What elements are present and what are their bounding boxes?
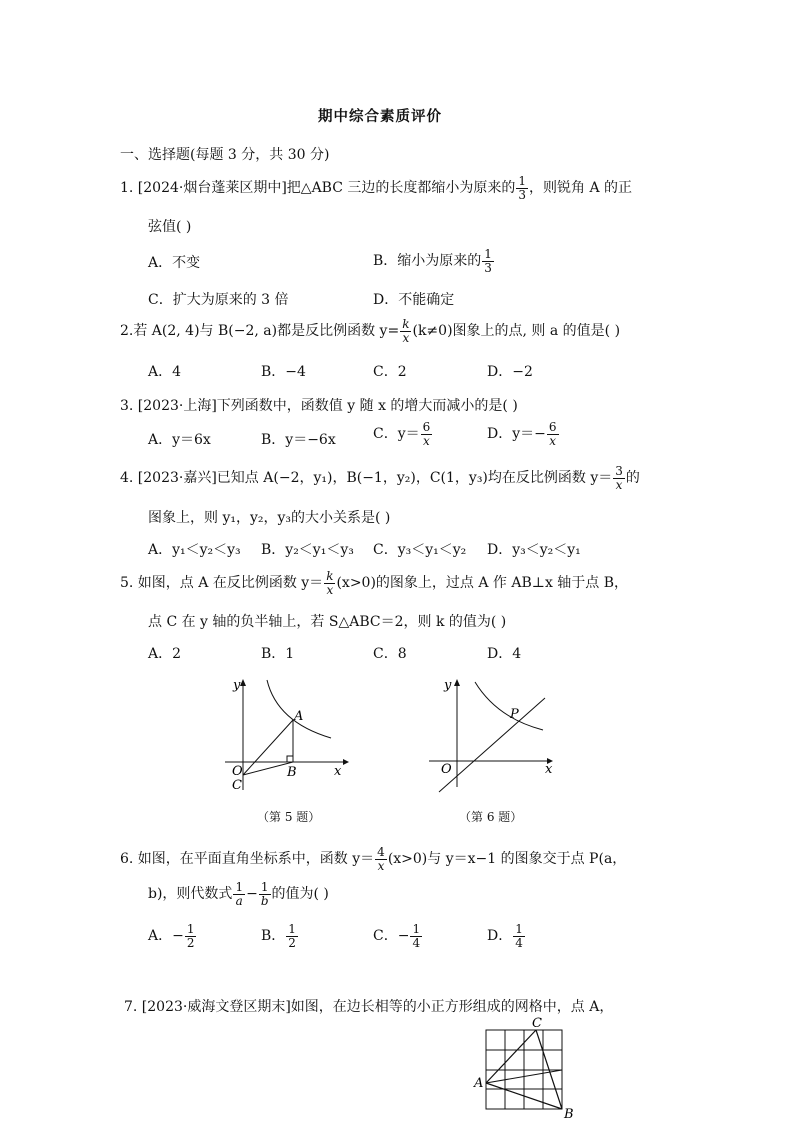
q4-option-b: B．y₂＜y₁＜y₃ — [261, 542, 354, 558]
question-2: 2.若 A(2, 4)与 B(−2, a)都是反比例函数 y= $\frac{k}{x}$ (k≠0)图象上的点, 则 a 的值是( ) — [120, 317, 621, 345]
section-heading: 一、选择题(每题 3 分，共 30 分) — [120, 147, 330, 163]
fig5-segment-cb — [243, 762, 293, 775]
fig5-segment-ca — [243, 720, 293, 775]
fig5-label-b: B — [287, 765, 297, 780]
q5-fraction: $\frac{k}{x}$ — [326, 569, 334, 597]
q5-option-c: C．8 — [373, 646, 407, 662]
q2-option-a: A．4 — [148, 364, 182, 380]
q6-option-c-fraction: $\frac{1}{4}$ — [412, 922, 421, 950]
question-7: 7. [2023·威海文登区期末]如图，在边长相等的小正方形组成的网格中，点 A， — [124, 999, 614, 1015]
fig5-y-arrow — [240, 679, 246, 686]
fig6-y-arrow — [454, 679, 460, 686]
q6-expr-fraction-b: $\frac{1}{b}$ — [260, 880, 269, 908]
fig6-label-o: O — [441, 762, 452, 777]
q6-option-d: D． $\frac{1}{4}$ — [487, 922, 523, 950]
q1-option-c: C．扩大为原来的 3 倍 — [148, 292, 289, 308]
q6-option-d-fraction: $\frac{1}{4}$ — [515, 922, 523, 950]
q6-expr-fraction-a: $\frac{1}{a}$ — [235, 880, 244, 908]
q1-fraction: $\frac{1}{3}$ — [518, 174, 527, 202]
question-1-line1 — [120, 175, 632, 201]
fig7-label-c: C — [532, 1016, 542, 1031]
q5-option-b: B．1 — [261, 646, 295, 662]
q3-option-c-fraction: $\frac{6}{x}$ — [422, 420, 431, 448]
q2-option-b: B．−4 — [261, 364, 306, 380]
question-5-line2: 点 C 在 y 轴的负半轴上，若 S△ABC＝2，则 k 的值为( ) — [148, 614, 507, 630]
q1-option-b: B．缩小为原来的 $\frac{1}{3}$ — [373, 247, 492, 275]
q4-fraction: $\frac{3}{x}$ — [615, 464, 623, 492]
q2-fraction: $\frac{k}{x}$ — [402, 317, 410, 345]
q1-option-b-fraction: $\frac{1}{3}$ — [484, 247, 492, 275]
fig6-line — [439, 698, 545, 792]
question-6-line2: b)，则代数式 $\frac{1}{a}$ − $\frac{1}{b}$ 的值为( ) — [148, 880, 329, 908]
question-5-line1: 5. 如图，点 A 在反比例函数 y＝ $\frac{k}{x}$ (x>0)的图象上，过点 A 作 AB⊥x 轴于点 B， — [120, 569, 629, 597]
q6-fraction: $\frac{4}{x}$ — [377, 845, 385, 873]
fig7-label-b: B — [564, 1107, 574, 1120]
q6-option-a-fraction: $\frac{1}{2}$ — [186, 922, 195, 950]
fig6-hyperbola — [475, 682, 543, 730]
fig5-label-o: O — [232, 764, 243, 779]
question-6-line1: 6. 如图，在平面直角坐标系中，函数 y＝ $\frac{4}{x}$ (x>0)与 y＝x−1 的图象交于点 P(a， — [120, 845, 627, 873]
figure-6-caption: （第 6 题） — [459, 810, 523, 824]
fig6-label-y: y — [444, 678, 452, 693]
figure-6 — [425, 672, 565, 802]
q6-option-b: B． $\frac{1}{2}$ — [261, 922, 296, 950]
fig7-label-a: A — [474, 1076, 484, 1091]
q1-option-d: D．不能确定 — [373, 292, 455, 308]
question-4-line2: 图象上，则 y₁，y₂，y₃的大小关系是( ) — [148, 510, 391, 526]
q4-option-d: D．y₃＜y₂＜y₁ — [487, 542, 581, 558]
q6-option-b-fraction: $\frac{1}{2}$ — [288, 922, 296, 950]
q3-option-d: D．y＝− $\frac{6}{x}$ — [487, 420, 557, 448]
q3-option-d-fraction: $\frac{6}{x}$ — [548, 420, 557, 448]
q4-option-c: C．y₃＜y₁＜y₂ — [373, 542, 467, 558]
fig6-label-x: x — [545, 762, 553, 777]
q2-option-d: D．−2 — [487, 364, 533, 380]
q2-option-c: C．2 — [373, 364, 407, 380]
q6-option-a: A．− $\frac{1}{2}$ — [148, 922, 195, 950]
question-4-line1: 4. [2023·嘉兴]已知点 A(−2，y₁)，B(−1，y₂)，C(1，y₃)均在反比例函数 y＝ $\frac{3}{x}$ 的 — [120, 464, 640, 492]
fig5-right-angle-mark — [287, 756, 293, 762]
question-1-line2: 弦值( ) — [148, 219, 192, 235]
fig5-label-c: C — [232, 778, 242, 793]
q1-text: 1. [2024·烟台蓬莱区期中]把△ABC 三边的长度都缩小为原来的 — [120, 180, 516, 197]
q5-option-a: A．2 — [148, 646, 182, 662]
figure-5-caption: （第 5 题） — [257, 810, 321, 824]
q1-option-a: A．不变 — [148, 255, 201, 271]
q6-option-c: C．− $\frac{1}{4}$ — [373, 922, 421, 950]
page-title: 期中综合素质评价 — [318, 108, 442, 125]
fig5-label-x: x — [334, 764, 342, 779]
q4-option-a: A．y₁＜y₂＜y₃ — [148, 542, 241, 558]
q1-text-end: ，则锐角 A 的正 — [529, 180, 633, 197]
question-3: 3. [2023·上海]下列函数中，函数值 y 随 x 的增大而减小的是( ) — [120, 398, 518, 414]
fig5-x-arrow — [343, 759, 349, 765]
figure-5 — [225, 672, 355, 802]
figure-7 — [470, 1014, 582, 1120]
fig6-label-p: P — [510, 707, 519, 722]
q5-option-d: D．4 — [487, 646, 522, 662]
fig5-label-y: y — [233, 678, 241, 693]
q3-option-b: B．y＝−6x — [261, 432, 336, 448]
q3-option-a: A．y＝6x — [148, 432, 211, 448]
q3-option-c: C．y＝ $\frac{6}{x}$ — [373, 420, 431, 448]
fig5-label-a: A — [294, 709, 304, 724]
